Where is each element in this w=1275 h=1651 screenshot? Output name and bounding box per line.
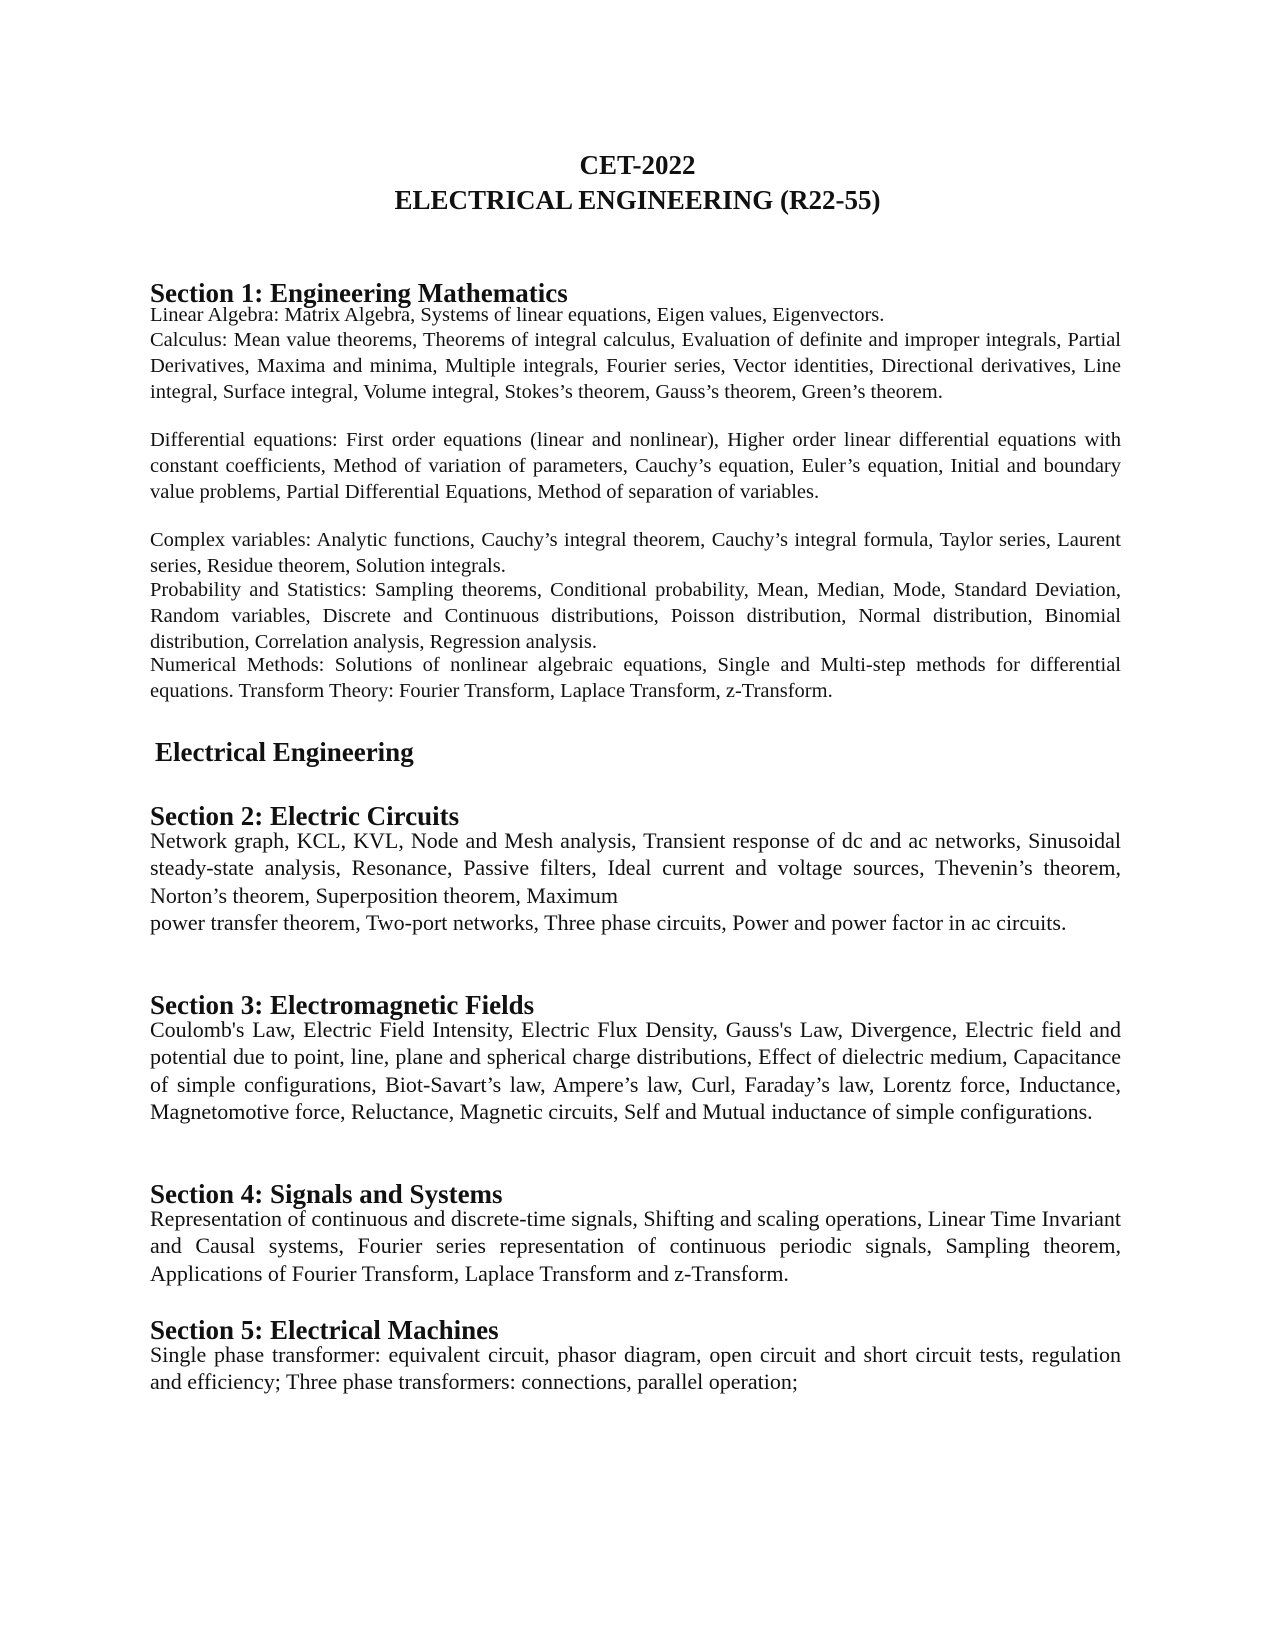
section-1-complex-variables: Complex variables: Analytic functions, Cauchy’s integral theorem, Cauchy’s integral formula, Taylor series, Laurent series, Residue theorem, Solution integrals. <box>150 529 1121 578</box>
section-3-heading: Section 3: Electromagnetic Fields <box>150 990 535 1020</box>
section-4-paragraph: Representation of continuous and discrete-time signals, Shifting and scaling operations, Linear Time Invariant and Causal systems, Fourier series representation of continuous periodic signals, Sampling theorem, Applications of Fourier Transform, Laplace Transform and z-Transform. <box>150 1206 1121 1286</box>
section-1-heading: Section 1: Engineering Mathematics <box>150 278 568 308</box>
section-2-heading: Section 2: Electric Circuits <box>150 801 460 831</box>
section-1-calculus: Calculus: Mean value theorems, Theorems of integral calculus, Evaluation of definite and improper integrals, Partial Derivatives, Maxima and minima, Multiple integrals, Fourier series, Vector identities, Directional derivatives, Line integral, Surface integral, Volume integral, Stokes’s theorem, Gauss’s theorem, Green’s theorem. <box>150 329 1121 404</box>
section-5-paragraph: Single phase transformer: equivalent circuit, phasor diagram, open circuit and short circuit tests, regulation and efficiency; Three phase transformers: connections, parallel operation; <box>150 1342 1121 1395</box>
document-title-subject: ELECTRICAL ENGINEERING (R22-55) <box>394 185 881 215</box>
section-1-numerical-methods: Numerical Methods: Solutions of nonlinear algebraic equations, Single and Multi-step methods for differential equations. Transform Theory: Fourier Transform, Laplace Transform, z-Transform. <box>150 654 1121 703</box>
part-heading-electrical-engineering: Electrical Engineering <box>155 737 414 767</box>
section-2-paragraph-2: power transfer theorem, Two-port networks, Three phase circuits, Power and power factor in ac circuits. <box>150 910 1067 935</box>
document-title-exam: CET-2022 <box>579 150 696 180</box>
section-4-heading: Section 4: Signals and Systems <box>150 1179 503 1209</box>
section-1-linear-algebra: Linear Algebra: Matrix Algebra, Systems of linear equations, Eigen values, Eigenvectors. <box>150 304 885 326</box>
section-2-paragraph-1: Network graph, KCL, KVL, Node and Mesh analysis, Transient response of dc and ac networks, Sinusoidal steady-state analysis, Resonance, Passive filters, Ideal current and voltage sources, Thevenin’s theorem, Norton’s theorem, Superposition theorem, Maximum <box>150 828 1121 908</box>
section-5-heading: Section 5: Electrical Machines <box>150 1315 499 1345</box>
section-1-probability-statistics: Probability and Statistics: Sampling theorems, Conditional probability, Mean, Median, Mode, Standard Deviation, Random variables, Discrete and Continuous distributions, Poisson distribution, Normal distribution, Binomial distribution, Correlation analysis, Regression analysis. <box>150 579 1121 654</box>
section-1-differential-equations: Differential equations: First order equations (linear and nonlinear), Higher order linear differential equations with constant coefficients, Method of variation of parameters, Cauchy’s equation, Euler’s equation, Initial and boundary value problems, Partial Differential Equations, Method of separation of variables. <box>150 429 1121 504</box>
section-3-paragraph: Coulomb's Law, Electric Field Intensity, Electric Flux Density, Gauss's Law, Divergence, Electric field and potential due to point, line, plane and spherical charge distributions, Effect of dielectric medium, Capacitance of simple configurations, Biot-Savart’s law, Ampere’s law, Curl, Faraday’s law, Lorentz force, Inductance, Magnetomotive force, Reluctance, Magnetic circuits, Self and Mutual inductance of simple configurations. <box>150 1017 1121 1124</box>
